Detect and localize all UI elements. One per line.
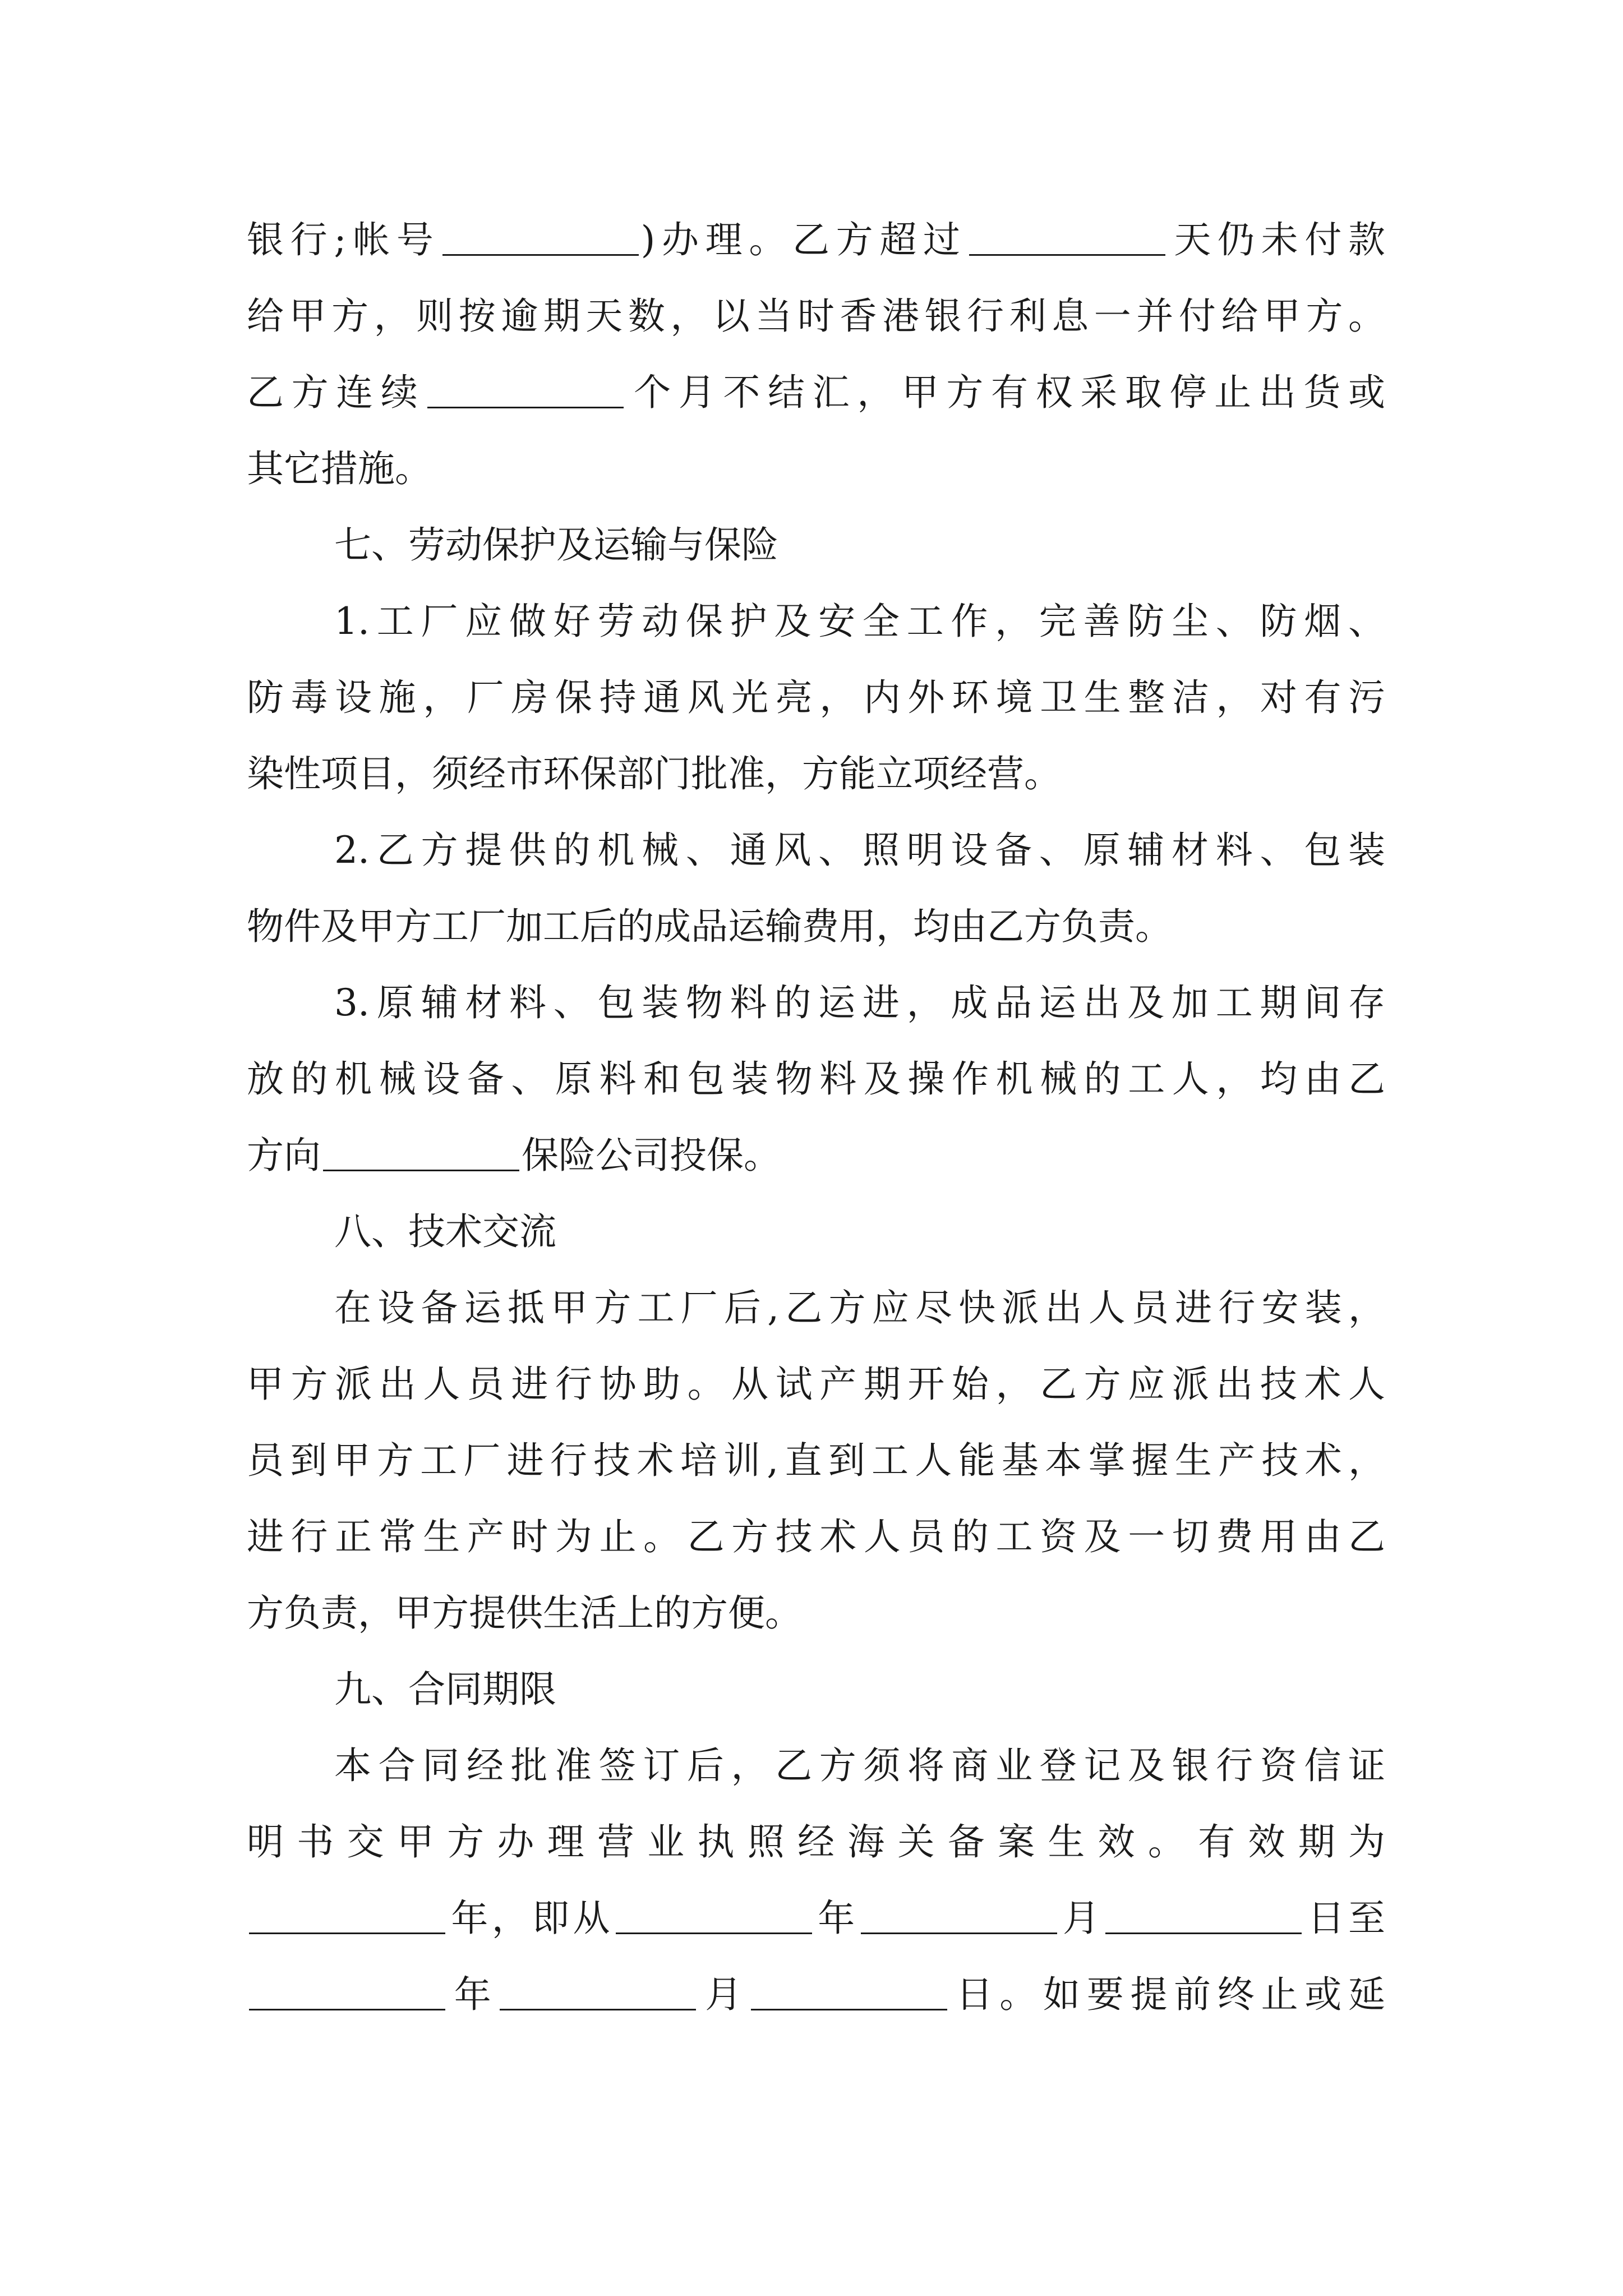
fill-in-blank: [323, 1136, 519, 1171]
text-segment: 在设备运抵甲方工厂后,乙方应尽快派出人员进行安装，: [334, 1286, 1385, 1329]
fill-in-blank: [861, 1899, 1057, 1934]
text-segment: 方负责，甲方提供生活上的方便。: [247, 1591, 802, 1635]
paragraph-line: [247, 202, 1385, 278]
text-segment: 日至: [1304, 1897, 1385, 1940]
text-segment: 甲方派出人员进行协助。从试产期开始，乙方应派出技术人: [247, 1363, 1385, 1406]
paragraph-line: [247, 1575, 1385, 1651]
text-segment: 1.工厂应做好劳动保护及安全工作，完善防尘、防烟、: [334, 600, 1385, 643]
paragraph-line: [247, 355, 1385, 431]
text-segment: 染性项目，须经市环保部门批准，方能立项经营。: [247, 752, 1061, 795]
paragraph-line: [247, 1957, 1385, 2033]
paragraph-line: [247, 431, 1385, 507]
text-segment: 方向: [247, 1134, 321, 1177]
contract-body-text: [247, 202, 1385, 2033]
paragraph-line: [247, 965, 1385, 1041]
text-segment: 放的机械设备、原料和包装物料及操作机械的工人，均由乙: [247, 1057, 1385, 1101]
fill-in-blank: [249, 1975, 445, 2010]
paragraph-line: [247, 583, 1385, 660]
paragraph-line: [247, 1117, 1385, 1194]
paragraph-line: [247, 1499, 1385, 1575]
paragraph-line: [247, 889, 1385, 965]
text-segment: 月: [698, 1973, 749, 2016]
text-segment: 保险公司投保。: [522, 1134, 781, 1177]
fill-in-blank: [751, 1975, 947, 2010]
paragraph-line: [247, 1346, 1385, 1423]
text-segment: 其它措施。: [247, 447, 432, 490]
text-segment: 月: [1059, 1897, 1104, 1940]
text-segment: 进行正常生产时为止。乙方技术人员的工资及一切费用由乙: [247, 1515, 1385, 1558]
paragraph-line: [247, 1728, 1385, 1804]
fill-in-blank: [1105, 1899, 1302, 1934]
text-segment: 明书交甲方办理营业执照经海关备案生效。有效期为: [247, 1820, 1385, 1864]
text-segment: 七、劳动保护及运输与保险: [334, 523, 778, 567]
fill-in-blank: [442, 220, 639, 256]
text-segment: 年: [448, 1973, 498, 2016]
paragraph-line: [247, 736, 1385, 812]
fill-in-blank: [500, 1975, 696, 2010]
paragraph-line: [247, 278, 1385, 355]
text-segment: 本合同经批准签订后，乙方须将商业登记及银行资信证: [334, 1744, 1385, 1787]
text-segment: 年，即从: [448, 1897, 614, 1940]
paragraph-line: [247, 660, 1385, 736]
text-segment: 2.乙方提供的机械、通风、照明设备、原辅材料、包装: [334, 829, 1385, 872]
paragraph-line: [247, 1270, 1385, 1346]
paragraph-line: [247, 1804, 1385, 1880]
paragraph-line: [247, 1423, 1385, 1499]
fill-in-blank: [969, 220, 1165, 256]
fill-in-blank: [249, 1899, 445, 1934]
text-segment: )办理。乙方超过: [640, 218, 967, 261]
text-segment: 年: [814, 1897, 859, 1940]
text-segment: 员到甲方工厂进行技术培训,直到工人能基本掌握生产技术，: [247, 1439, 1385, 1482]
text-segment: 物件及甲方工厂加工后的成品运输费用，均由乙方负责。: [247, 905, 1172, 948]
text-segment: 防毒设施，厂房保持通风光亮，内外环境卫生整洁，对有污: [247, 676, 1385, 719]
text-segment: 八、技术交流: [334, 1210, 556, 1253]
section-heading: [247, 1651, 1385, 1728]
text-segment: 九、合同期限: [334, 1668, 556, 1711]
text-segment: 乙方连续: [247, 371, 426, 414]
paragraph-line: [247, 1041, 1385, 1117]
text-segment: 天仍未付款: [1167, 218, 1385, 261]
text-segment: 日。如要提前终止或延: [949, 1973, 1385, 2016]
section-heading: [247, 507, 1385, 583]
text-segment: 银行;帐号: [247, 218, 440, 261]
section-heading: [247, 1194, 1385, 1270]
fill-in-blank: [427, 373, 624, 408]
text-segment: 个月不结汇，甲方有权采取停止出货或: [626, 371, 1385, 414]
text-segment: 给甲方，则按逾期天数，以当时香港银行利息一并付给甲方。: [247, 295, 1385, 338]
paragraph-line: [247, 1880, 1385, 1957]
text-segment: 3.原辅材料、包装物料的运进，成品运出及加工期间存: [334, 981, 1385, 1024]
paragraph-line: [247, 812, 1385, 889]
fill-in-blank: [616, 1899, 812, 1934]
